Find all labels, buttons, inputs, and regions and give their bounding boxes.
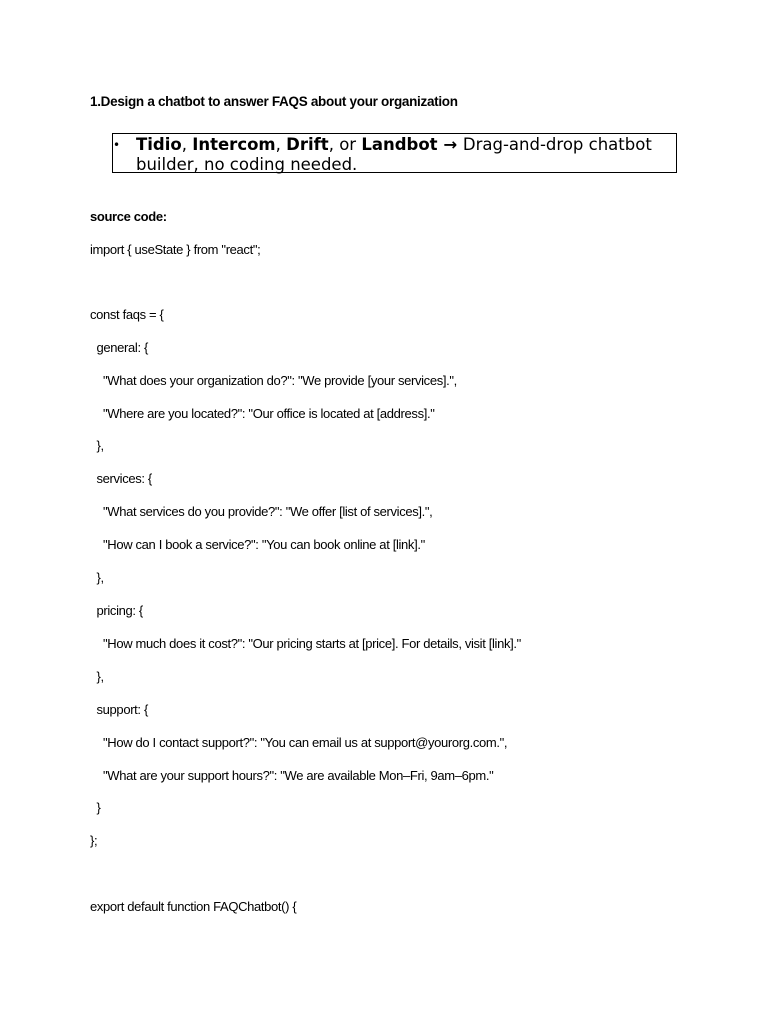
code-line: "How much does it cost?": "Our pricing starts at [price]. For details, visit [link].": [90, 636, 521, 651]
code-line: "What does your organization do?": "We provide [your services].",: [90, 373, 457, 388]
document-heading: 1.Design a chatbot to answer FAQS about your organization: [90, 94, 458, 109]
code-line: "How do I contact support?": "You can email us at support@yourorg.com.",: [90, 735, 508, 750]
tool-separator: , or: [328, 135, 362, 154]
tool-separator: ,: [181, 135, 193, 154]
chatbot-tools-box: [112, 133, 677, 173]
bullet-marker: •: [113, 138, 121, 152]
tool-name-landbot: Landbot: [361, 135, 438, 154]
source-code-label: source code:: [90, 209, 167, 224]
code-line: const faqs = {: [90, 307, 164, 322]
arrow-icon: →: [437, 135, 463, 154]
code-line: }: [90, 800, 101, 815]
code-line: },: [90, 669, 104, 684]
tools-description: Drag-and-drop chatbot builder, no coding needed.: [136, 135, 652, 174]
code-line: },: [90, 438, 104, 453]
code-line: import { useState } from "react";: [90, 242, 261, 257]
code-line: },: [90, 570, 104, 585]
tool-name-tidio: Tidio: [136, 135, 182, 154]
code-line: services: {: [90, 471, 152, 486]
chatbot-tools-text: [136, 135, 676, 175]
code-line: general: {: [90, 340, 148, 355]
tool-name-intercom: Intercom: [192, 135, 276, 154]
code-line: export default function FAQChatbot() {: [90, 899, 297, 914]
code-line: "What services do you provide?": "We offer [list of services].",: [90, 504, 433, 519]
code-line: support: {: [90, 702, 148, 717]
code-line: "What are your support hours?": "We are available Mon–Fri, 9am–6pm.": [90, 768, 494, 783]
code-line: "Where are you located?": "Our office is located at [address].": [90, 406, 435, 421]
code-line: };: [90, 833, 98, 848]
tool-separator: ,: [275, 135, 287, 154]
code-line: "How can I book a service?": "You can book online at [link].": [90, 537, 425, 552]
code-line: pricing: {: [90, 603, 143, 618]
tool-name-drift: Drift: [286, 135, 329, 154]
